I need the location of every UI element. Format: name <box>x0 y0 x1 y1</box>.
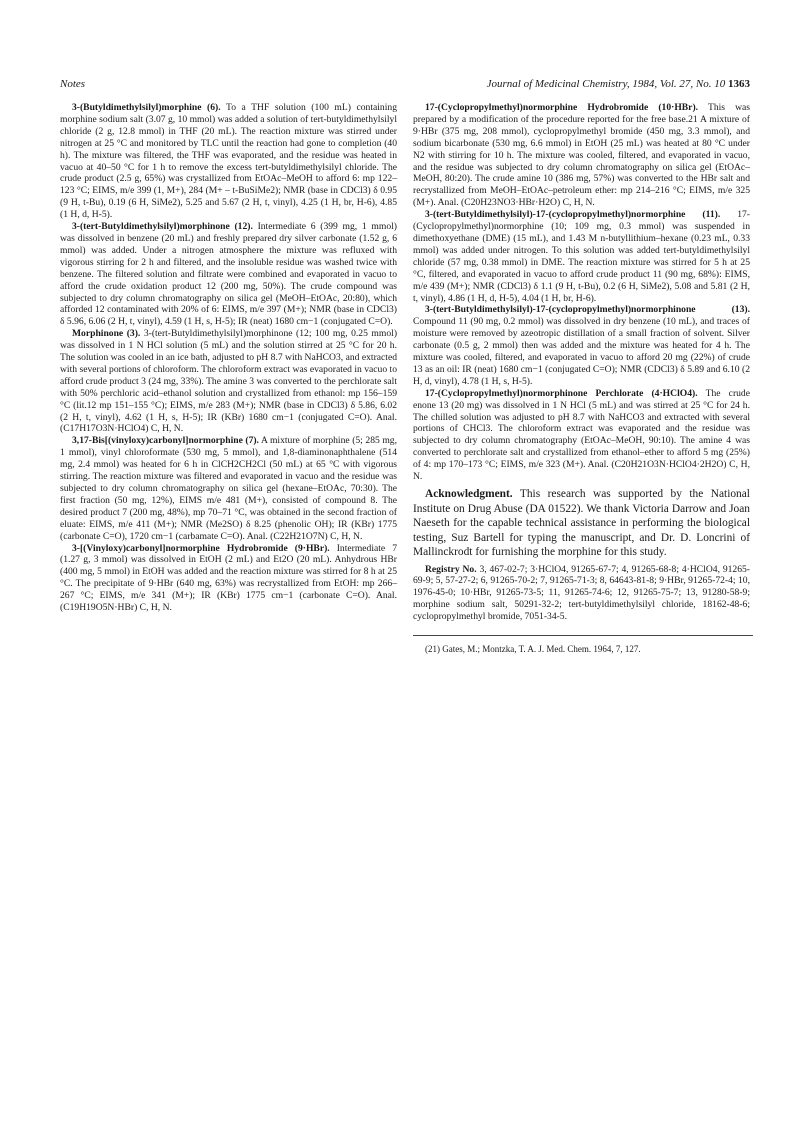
paragraph-body: The crude enone 13 (20 mg) was dissolved in 1 N HCl (5 mL) and was stirred at 25 °C for 24 h. The chilled solution was adjusted to pH 8.7 with NaHCO3 and extracted with several portions of CHCl3. The chloroform extract was evaporated and the residue was subjected to dry column chromatography (EtOAc–MeOH, 90:10). The amine 4 was converted to perchlorate salt and crystallized from ethanol–ether to afford 5 mg (25%) of 4: mp 170–173 °C; EIMS, m/e 323 (M+). Anal. (C20H21O3N·HClO4·2H2O) C, H, N. <box>413 387 750 483</box>
paragraph <box>413 304 750 387</box>
paragraph <box>60 102 397 221</box>
registry-body: 3, 467-02-7; 3·HClO4, 91265-67-7; 4, 91265-68-8; 4·HClO4, 91265-69-9; 5, 57-27-2; 6, 91265-70-2; 7, 91265-71-3; 8, 64643-81-8; 9·HBr, 91265-72-4; 10, 1976-45-0; 10·HBr, 91265-73-5; 11, 91265-74-6; 12, 91265-75-7; 13, 91280-58-9; morphine sodium salt, 50291-32-2; tert-butyldimethylsilyl chloride, 18162-48-6; cyclopropylmethyl bromide, 7051-34-5. <box>413 563 751 623</box>
paragraph-body: 3-(tert-Butyldimethylsilyl)morphinone (12; 100 mg, 0.25 mmol) was dissolved in 1 N HCl solution (5 mL) and the solution stirred at 25 °C for 20 h. The solution was cooled in an ice bath, adjusted to pH 8.7 with NaHCO3, and extracted with several portions of chloroform. The chloroform extract was evaporated in vacuo to afford crude product 3 (24 mg, 33%). The amine 3 was converted to the perchlorate salt with 50% perchloric acid–ethanol solution and crystallized from ethanol: mp 156–159 °C (lit.12 mp 151–155 °C); EIMS, m/e 283 (M+); NMR (base in CDCl3) δ 5.86, 6.02 (2 H, t, vinyl), 4.62 (1 H, s, H-5); IR (KBr) 1680 cm−1 (conjugated C=O). Anal. (C17H17O3N·HClO4) C, H, N. <box>60 328 398 435</box>
paragraph <box>60 435 397 542</box>
paragraph <box>413 209 750 304</box>
paragraph <box>60 543 397 614</box>
paragraph <box>60 221 397 328</box>
footnote: (21) Gates, M.; Montzka, T. A. J. Med. Chem. 1964, 7, 127. <box>425 644 641 655</box>
paragraph-title: 3-(tert-Butyldimethylsilyl)-17-(cyclopropylmethyl)normorphine (11). <box>425 209 721 221</box>
left-column <box>60 102 397 614</box>
paragraph-title: 3,17-Bis[(vinyloxy)carbonyl]normorphine (7). <box>72 435 259 447</box>
paragraph-body: Compound 11 (90 mg, 0.2 mmol) was dissolved in dry benzene (10 mL), and traces of moisture were removed by azeotropic distillation of a small fraction of solvent. Silver carbonate (0.5 g, 2 mmol) then was added and the mixture was heated for 4 h. The mixture was cooled, filtered, and evaporated in vacuo to afford 20 mg (22%) of crude 13 as an oil: IR (neat) 1680 cm−1 (conjugated C=O); NMR (CDCl3) δ 5.89 and 6.10 (2 H, d, vinyl), 4.78 (1 H, s, H-5). <box>413 316 750 387</box>
paragraph-title: Morphinone (3). <box>72 328 141 340</box>
page-number: 1363 <box>728 78 750 90</box>
section-label: Notes <box>60 78 86 90</box>
journal-name: Journal of Medicinal Chemistry, 1984, Vol. 27, No. 10 <box>486 78 726 90</box>
registry-title: Registry No. <box>425 563 477 575</box>
paragraph-body: To a THF solution (100 mL) containing morphine sodium salt (3.07 g, 10 mmol) was added a solution of tert-butyldimethylsilyl chloride (2 g, 12.8 mmol) in THF (20 mL). The reaction mixture was stirred under nitrogen at 25 °C and monitored by TLC until the reaction had gone to completion (40 h). The mixture was filtered, the THF was evaporated, and the residue was heated in vacuo at 40–50 °C for 1 h to remove the excess tert-butyldimethylsilyl chloride. The crude product (2.5 g, 65%) was crystallized from EtOAc–MeOH to afford 6: mp 122–123 °C; EIMS, m/e 399 (1, M+), 284 (M+ – t-BuSiMe2); NMR (base in CDCl3) δ 0.95 (9 H, t-Bu), 0.19 (6 H, SiMe2), 5.25 and 5.67 (2 H, t, vinyl), 4.25 (1 H, br, H-6), 4.85 (1 H, d, H-5). <box>60 102 397 221</box>
registry-numbers <box>413 564 750 624</box>
footnote-divider <box>413 635 753 636</box>
paragraph <box>413 388 750 483</box>
paragraph-body: A mixture of morphine (5; 285 mg, 1 mmol), vinyl chloroformate (530 mg, 5 mmol), and 1,8-diaminonaphthalene (514 mg, 2.4 mmol) was heated for 6 h in ClCH2CH2Cl (50 mL) at 65 °C with vigorous stirring. The reaction mixture was filtered and evaporated in vacuo and the residue was subjected to dry column chromatography on silica gel (hexane–EtOAc, 70:30). The first fraction (50 mg, 12%), EIMS m/e 481 (M+), consisted of compound 8. The desired product 7 (200 mg, 48%), mp 70–71 °C, was obtained in the second fraction of eluate: EIMS, m/e 411 (M+); NMR (Me2SO) δ 8.25 (phenolic OH); IR (KBr) 1775 (carbonate C=O), 1720 cm−1 (carbamate C=O). Anal. (C22H21O7N) C, H, N. <box>60 435 397 542</box>
acknowledgment <box>413 487 750 560</box>
paragraph <box>60 328 397 435</box>
paragraph <box>413 102 750 209</box>
paragraph-body: Intermediate 6 (399 mg, 1 mmol) was dissolved in benzene (20 mL) and freshly prepared dry silver carbonate (1.52 g, 6 mmol) was added. Under a nitrogen atmosphere the mixture was refluxed with vigorous stirring for 2 h and filtered, and the insoluble residue was washed twice with benzene. The filtered solution and filtrate were combined and evaporated in vacuo to afford the crude oxidation product 12 (200 mg, 50%). The crude compound was subjected to dry column chromatography on silica gel (MeOH–EtOAc, 20:80), which afforded 12 contaminated with 20% of 6: EIMS, m/e 397 (M+); NMR (base in CDCl3) δ 5.96, 6.06 (2 H, t, vinyl), 4.59 (1 H, s, H-5); IR (neat) 1680 cm−1 (conjugated C=O). <box>60 221 397 328</box>
paragraph-title: 3-[(Vinyloxy)carbonyl]normorphine Hydrobromide (9·HBr). <box>72 542 330 554</box>
paragraph-body: 17-(Cyclopropylmethyl)normorphine (10; 109 mg, 0.3 mmol) was suspended in dimethoxyethane (DME) (15 mL), and 1.43 M n-butyllithium–hexane (0.23 mL, 0.33 mmol) was added under nitrogen. To this solution was added tert-butyldimethylsilyl chloride (57 mg, 0.38 mmol) in DME. The reaction mixture was stirred for 5 h at 25 °C, filtered, and evaporated in vacuo to afford crude product 11 (90 mg, 68%): EIMS, m/e 439 (M+); NMR (CDCl3) δ 1.1 (9 H, t-Bu), 0.2 (6 H, SiMe2), 5.08 and 5.81 (2 H, t, vinyl), 4.86 (1 H, d, H-5), 4.04 (1 H, br, H-6). <box>413 209 750 304</box>
journal-citation <box>487 78 750 90</box>
paragraph-title: 3-(Butyldimethylsilyl)morphine (6). <box>72 102 221 113</box>
acknowledgment-body: This research was supported by the National Institute on Drug Abuse (DA 01522). We thank Victoria Darrow and Joan Naeseth for the capable technical assistance in performing the biological testing, Suz Bartell for typing the manuscript, and Dr. D. Loncrini of Mallinckrodt for furnishing the morphine for this study. <box>413 488 750 558</box>
paragraph-title: 17-(Cyclopropylmethyl)normorphine Hydrobromide (10·HBr). <box>425 102 699 113</box>
paragraph-body: Intermediate 7 (1.27 g, 3 mmol) was dissolved in EtOH (2 mL) and Et2O (20 mL). Anhydrous HBr (400 mg, 5 mmol) in EtOH was added and the reaction mixture was stirred for 8 h at 25 °C. The precipitate of 9·HBr (640 mg, 63%) was recrystallized from EtOH: mp 266–267 °C; EIMS, m/e 341 (M+); IR (KBr) 1775 cm−1 (carbonate C=O). Anal. (C19H19O5N·HBr) C, H, N. <box>60 542 397 614</box>
right-column <box>413 102 750 655</box>
paragraph-title: 3-(tert-Butyldimethylsilyl)morphinone (12). <box>72 221 253 233</box>
paragraph-title: 17-(Cyclopropylmethyl)normorphinone Perchlorate (4·HClO4). <box>425 387 698 399</box>
paragraph-title: 3-(tert-Butyldimethylsilyl)-17-(cyclopropylmethyl)normorphinone (13). <box>425 304 750 316</box>
paragraph-body: This was prepared by a modification of the procedure reported for the free base.21 A mixture of 9·HBr (375 mg, 208 mmol), cyclopropylmethyl bromide (450 mg, 3.3 mmol), and sodium bicarbonate (530 mg, 6.6 mmol) in EtOH (25 mL) was heated at 80 °C under N2 with stirring for 10 h. The mixture was cooled, filtered, and evaporated in vacuo, and the residue was subjected to dry column chromatography on silica gel (EtOAc–MeOH, 80:20). The crude amine 10 (386 mg, 57%) was converted to the HBr salt and recrystallized from MeOH–EtOAc–petroleum ether: mp 214–216 °C; EIMS, m/e 325 (M+). Anal. (C20H23NO3·HBr·H2O) C, H, N. <box>413 102 750 209</box>
running-header <box>60 78 750 94</box>
acknowledgment-title: Acknowledgment. <box>425 488 513 500</box>
